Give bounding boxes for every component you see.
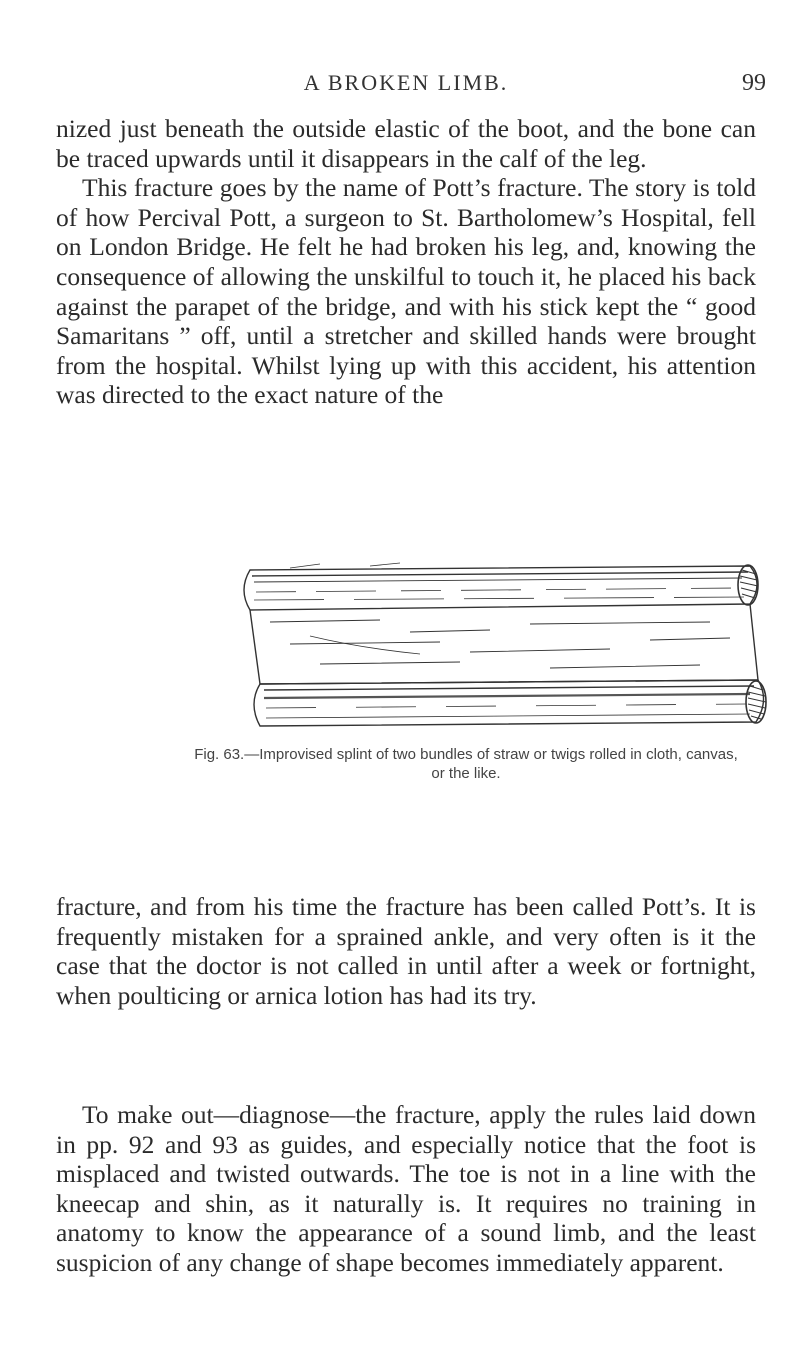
figure-caption-text: —Improvised splint of two bundles of straw or twigs rolled in cloth, canvas, or the like. — [244, 746, 738, 782]
figure-label: Fig. 63. — [194, 746, 245, 763]
paragraph-3-block — [56, 892, 756, 1010]
running-title: A BROKEN LIMB. — [303, 70, 509, 95]
splint-illustration — [230, 552, 790, 732]
body-text-top — [56, 114, 756, 410]
paragraph-2: This fracture goes by the name of Pott’s fracture. The story is told of how Percival Pott, a surgeon to St. Bartholomew’s Hospital, fell on London Bridge. He felt he had broken his leg, and, knowing the consequence of allowing the unskilful to touch it, he placed his back against the parapet of the bridge, and with his stick kept the “ good Samaritans ” off, until a stretcher and skilled hands were brought from the hospital. Whilst lying up with this accident, his attention was directed to the exact nature of the — [56, 173, 756, 410]
running-head — [56, 64, 766, 104]
cloth-wrap — [250, 604, 758, 684]
paragraph-1: nized just beneath the outside elastic of the boot, and the bone can be traced upwards until it disappears in the calf of the leg. — [56, 114, 756, 173]
paragraph-4: To make out—diagnose—the fracture, apply the rules laid down in pp. 92 and 93 as guides, and especially notice that the foot is misplaced and twisted outwards. The toe is not in a line with the kneecap and shin, as it naturally is. It requires no training in anatomy to know the appearance of a sound limb, and the least suspicion of any change of shape becomes immediately apparent. — [56, 1100, 756, 1277]
paragraph-3: fracture, and from his time the fracture has been called Pott’s. It is frequently mistaken for a sprained ankle, and very often is it the case that the doctor is not called in until after a week or fortnight, when poulticing or arnica lotion has had its try. — [56, 892, 756, 1010]
paragraph-4-block — [56, 1100, 756, 1278]
figure-caption — [186, 745, 746, 783]
page-number: 99 — [742, 70, 766, 96]
